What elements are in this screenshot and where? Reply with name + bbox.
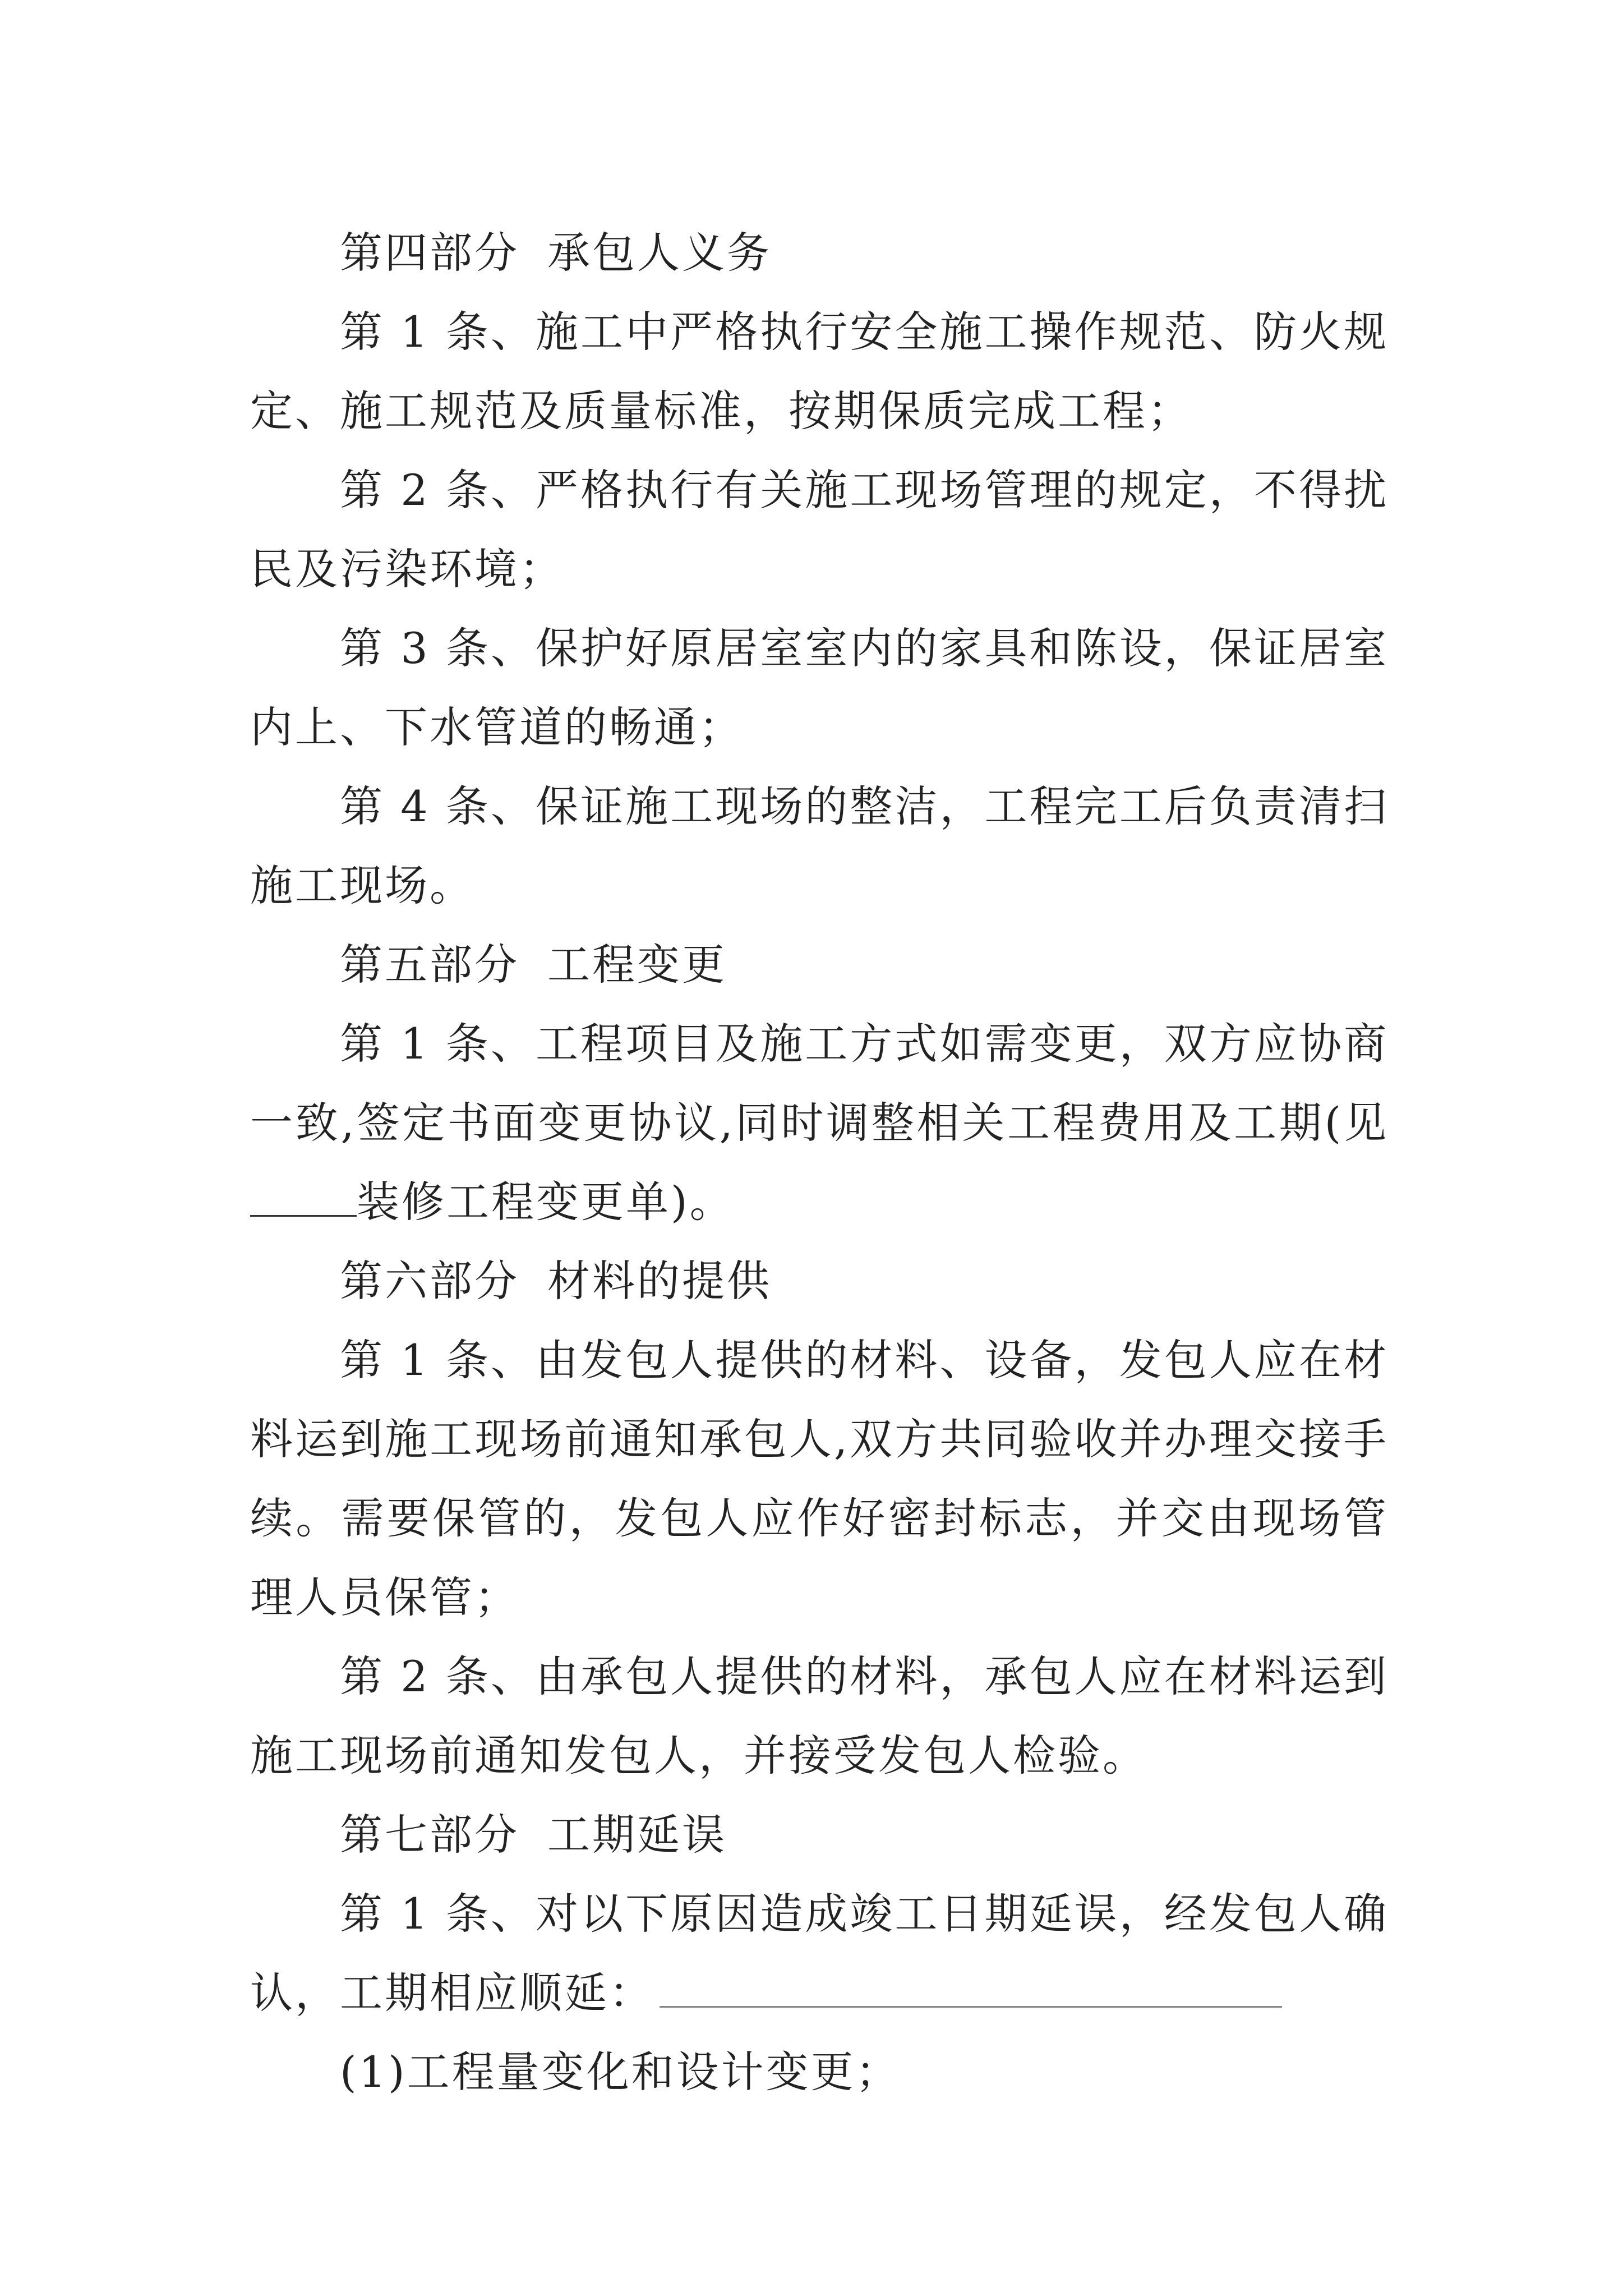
part6-heading-number: 第六部分	[340, 1256, 519, 1306]
part6-heading	[250, 1241, 1389, 1320]
part6-heading-title: 材料的提供	[547, 1256, 772, 1306]
part6-article2: 第 2 条、由承包人提供的材料，承包人应在材料运到施工现场前通知发包人，并接受发包人检验。	[250, 1651, 1389, 1780]
part7-heading-title: 工期延误	[547, 1810, 727, 1860]
part4-heading-title: 承包人义务	[547, 228, 772, 278]
part5-article1-text-end: 装修工程变更单)。	[357, 1177, 735, 1227]
part7-heading-number: 第七部分	[340, 1810, 519, 1860]
part6-article1: 第 1 条、由发包人提供的材料、设备，发包人应在材料运到施工现场前通知承包人,双方共同验收并办理交接手续。需要保管的，发包人应作好密封标志，并交由现场管理人员保管；	[250, 1335, 1389, 1622]
part5-heading-title: 工程变更	[547, 940, 727, 990]
part4-heading-number: 第四部分	[340, 228, 519, 278]
part5-heading-number: 第五部分	[340, 940, 519, 990]
part4-article4: 第 4 条、保证施工现场的整洁，工程完工后负责清扫施工现场。	[250, 781, 1389, 910]
part7-article1-text: 第 1 条、对以下原因造成竣工日期延误，经发包人确认，工期相应顺延：	[250, 1889, 1389, 2018]
part5-heading	[250, 925, 1389, 1004]
part5-article1	[250, 1004, 1389, 1241]
part4-heading	[250, 213, 1389, 292]
part4-article3: 第 3 条、保护好原居室室内的家具和陈设，保证居室内上、下水管道的畅通；	[250, 623, 1389, 752]
fill-in-blank-change-form[interactable]	[250, 1176, 357, 1217]
document-body	[250, 213, 1389, 2111]
part7-item1: (1)工程量变化和设计变更；	[340, 2047, 901, 2097]
part4-article2: 第 2 条、严格执行有关施工现场管理的规定，不得扰民及污染环境；	[250, 465, 1389, 594]
fill-in-blank-delay-reasons[interactable]	[660, 1961, 1282, 2008]
part7-heading	[250, 1795, 1389, 1874]
part7-article1	[250, 1874, 1389, 2032]
part4-article1: 第 1 条、施工中严格执行安全施工操作规范、防火规定、施工规范及质量标准，按期保质完成工程；	[250, 307, 1389, 436]
part5-article1-text: 第 1 条、工程项目及施工方式如需变更，双方应协商一致,签定书面变更协议,同时调整相关工程费用及工期(见	[250, 1019, 1389, 1148]
